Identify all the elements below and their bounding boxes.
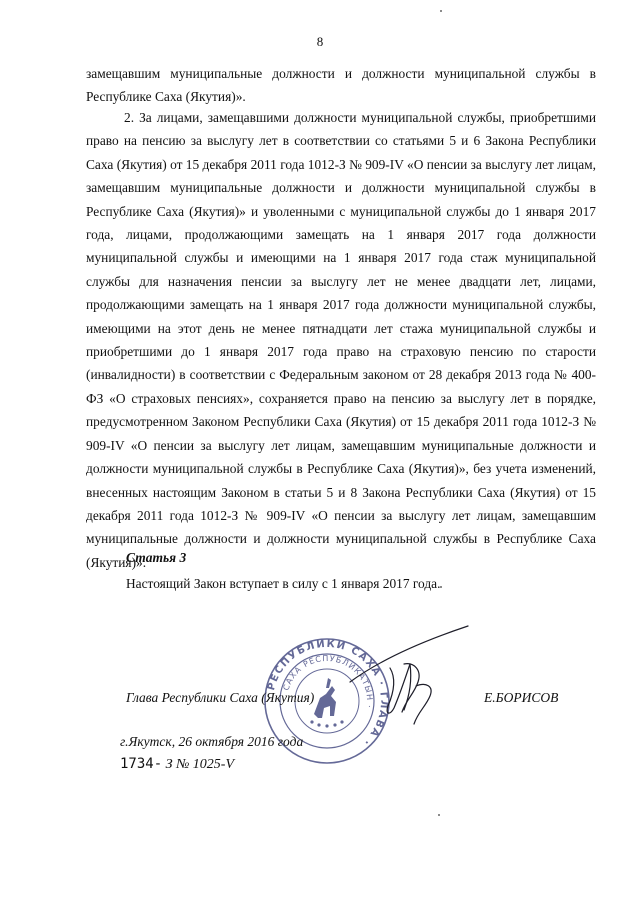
svg-text:РЕСПУБЛИКИ САХА · ГЛАВА ·: РЕСПУБЛИКИ САХА · ГЛАВА · — [266, 638, 390, 749]
signatory-title: Глава Республики Саха (Якутия) — [126, 690, 315, 705]
signatory-name: Е.БОРИСОВ — [484, 690, 559, 705]
handwritten-signature-icon — [330, 620, 480, 730]
page-number: 8 — [316, 34, 324, 49]
scan-speck — [440, 586, 442, 588]
paragraph-2-text: 2. За лицами, замещавшими должности муниципальной службы, приобретшими право на пенсию за выслугу лет в соответствии со статьями 5 и 6 Закона Республики Саха (Якутия) от 15 декабря 2011 года 1012-З № 909-IV «О пенсии за выслугу лет лицам, замещавшим муниципальные должности и должности муниципальной службы в Республике Саха (Якутия)» и уволенными с муниципальной службы до 1 января 2017 года, лицами, продолжающими замещать на 1 января 2017 года должности муниципальной службы и имеющими на 1 января 2017 года стаж муниципальной службы для назначения пенсии за выслугу лет не менее двадцати лет, лицами, продолжающими замещать на 1 января 2017 года должности муниципальной службы, имеющими на этот день не менее пятнадцати лет стажа муниципальной службы и приобретшими до 1 января 2017 года право на страховую пенсию по старости (инвалидности) в соответствии с Федеральным законом от 28 декабря 2013 года № 400-ФЗ «О страховых пенсиях», сохраняется право на пенсию за выслугу лет в порядке, предусмотренном Законом Республики Саха (Якутия) от 15 декабря 2011 года 1012-З № 909-IV «О пенсии за выслугу лет лицам, замещавшим муниципальные должности и должности муниципальной службы в Республике Саха (Якутия)», без учета изменений, внесенных настоящим Законом в статьи 5 и 8 Закона Республики Саха (Якутия) от 15 декабря 2011 года 1012-З № 909-IV «О пенсии за выслугу лет лицам, замещавшим муниципальные должности и должности муниципальной службы в Республике Саха (Якутия)». — [86, 110, 596, 570]
scan-speck — [438, 814, 440, 816]
svg-text:САХА РЕСПУБЛИКАТЫН ·: САХА РЕСПУБЛИКАТЫН · — [281, 653, 375, 710]
place-date: г.Якутск, 26 октября 2016 года — [120, 734, 304, 749]
article-3-text: Настоящий Закон вступает в силу с 1 января 2017 года. — [126, 576, 441, 591]
scan-speck — [440, 10, 442, 12]
law-number-prefix: 1734- — [120, 756, 163, 772]
intro-text: замещавшим муниципальные должности и должности муниципальной службы в Республике Саха (Якутия)». — [86, 66, 596, 105]
article-3-heading: Статья 3 — [126, 550, 187, 565]
paragraph-2 — [86, 106, 596, 574]
law-number-rest: З № 1025-V — [165, 757, 235, 772]
intro-paragraph — [86, 62, 596, 109]
law-number — [120, 756, 234, 773]
